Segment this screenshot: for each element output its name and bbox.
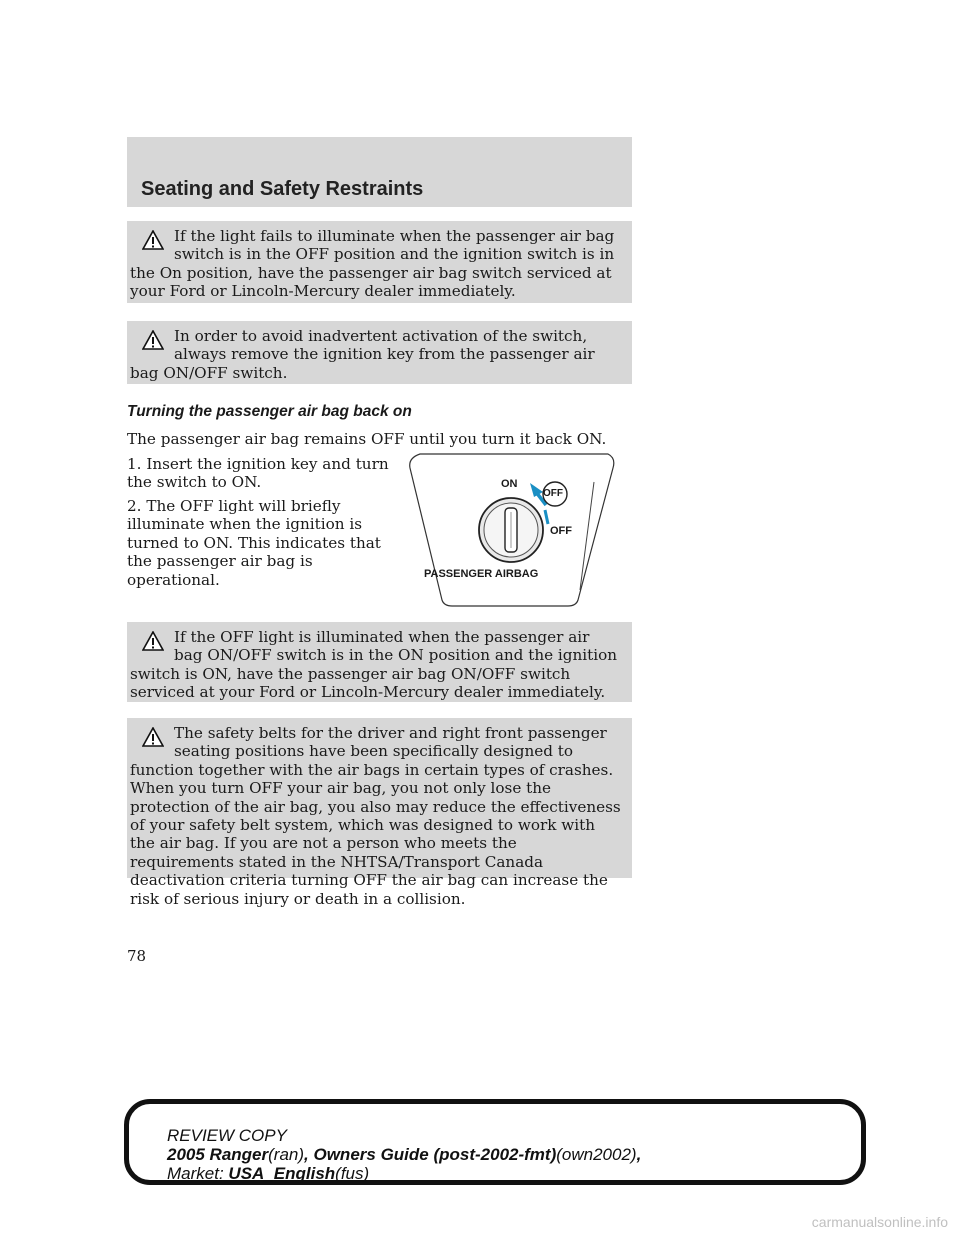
footer-market-code: (fus) (335, 1164, 370, 1183)
subheading: Turning the passenger air bag back on (127, 403, 412, 420)
section-title: Seating and Safety Restraints (141, 178, 424, 200)
warning-text-3: If the OFF light is illuminated when the passenger air bag ON/OFF switch is in the ON position and the ignition switch is ON, have the passenger air bag ON/OFF switch serviced at your Ford or Lincoln-Mercury dealer immediately. (130, 628, 618, 702)
footer-text: REVIEW COPY 2005 Ranger(ran), Owners Guide (post-2002-fmt)(own2002), Market: USA_English(fus) (167, 1126, 642, 1183)
footer-market-label: Market: (167, 1164, 224, 1183)
airbag-switch-diagram (408, 452, 628, 616)
warning-text-4: The safety belts for the driver and right front passenger seating positions have been specifically designed to function together with the air bags in certain types of crashes. When you turn OFF your air bag, you not only lose the protection of the air bag, you also may reduce the effectiveness of your safety belt system, which was designed to work with the air bag. If you are not a person who meets the requirements stated in the NHTSA/Transport Canada deactivation criteria turning OFF the air bag can increase the risk of serious injury or death in a collision. (130, 724, 621, 908)
section-header (127, 137, 632, 207)
warning-box-2 (127, 321, 632, 384)
warning-icon (130, 724, 174, 758)
warning-icon (130, 628, 174, 662)
intro-text: The passenger air bag remains OFF until you turn it back ON. (127, 430, 607, 448)
review-footer (124, 1099, 866, 1185)
footer-model-code: (ran) (268, 1145, 305, 1164)
warning-text-2: In order to avoid inadvertent activation of the switch, always remove the ignition key from the passenger air bag ON/OFF switch. (130, 327, 595, 382)
warning-icon (130, 327, 174, 361)
label-off: OFF (550, 525, 572, 537)
watermark: carmanualsonline.info (811, 1214, 948, 1230)
warning-box-3 (127, 622, 632, 702)
step-1: 1. Insert the ignition key and turn the switch to ON. (127, 455, 389, 492)
warning-icon (130, 227, 174, 261)
footer-model: 2005 Ranger (167, 1145, 269, 1164)
label-passenger-airbag: PASSENGER AIRBAG (424, 568, 539, 580)
warning-box-1 (127, 221, 632, 303)
footer-market: USA_English (228, 1164, 336, 1183)
footer-guide: Owners Guide (post-2002-fmt) (313, 1145, 557, 1164)
footer-review-copy: REVIEW COPY (167, 1126, 287, 1145)
step-2: 2. The OFF light will briefly illuminate when the ignition is turned to ON. This indicates that the passenger air bag is operational. (127, 497, 381, 589)
page-number: 78 (127, 947, 147, 965)
footer-guide-code: (own2002) (556, 1145, 637, 1164)
warning-text-1: If the light fails to illuminate when the passenger air bag switch is in the OFF position and the ignition switch is in the On position, have the passenger air bag switch serviced at your Ford or Lincoln-Mercury dealer immediately. (130, 227, 615, 301)
label-on: ON (501, 478, 518, 490)
warning-box-4 (127, 718, 632, 908)
label-off-indicator: OFF (543, 488, 563, 499)
